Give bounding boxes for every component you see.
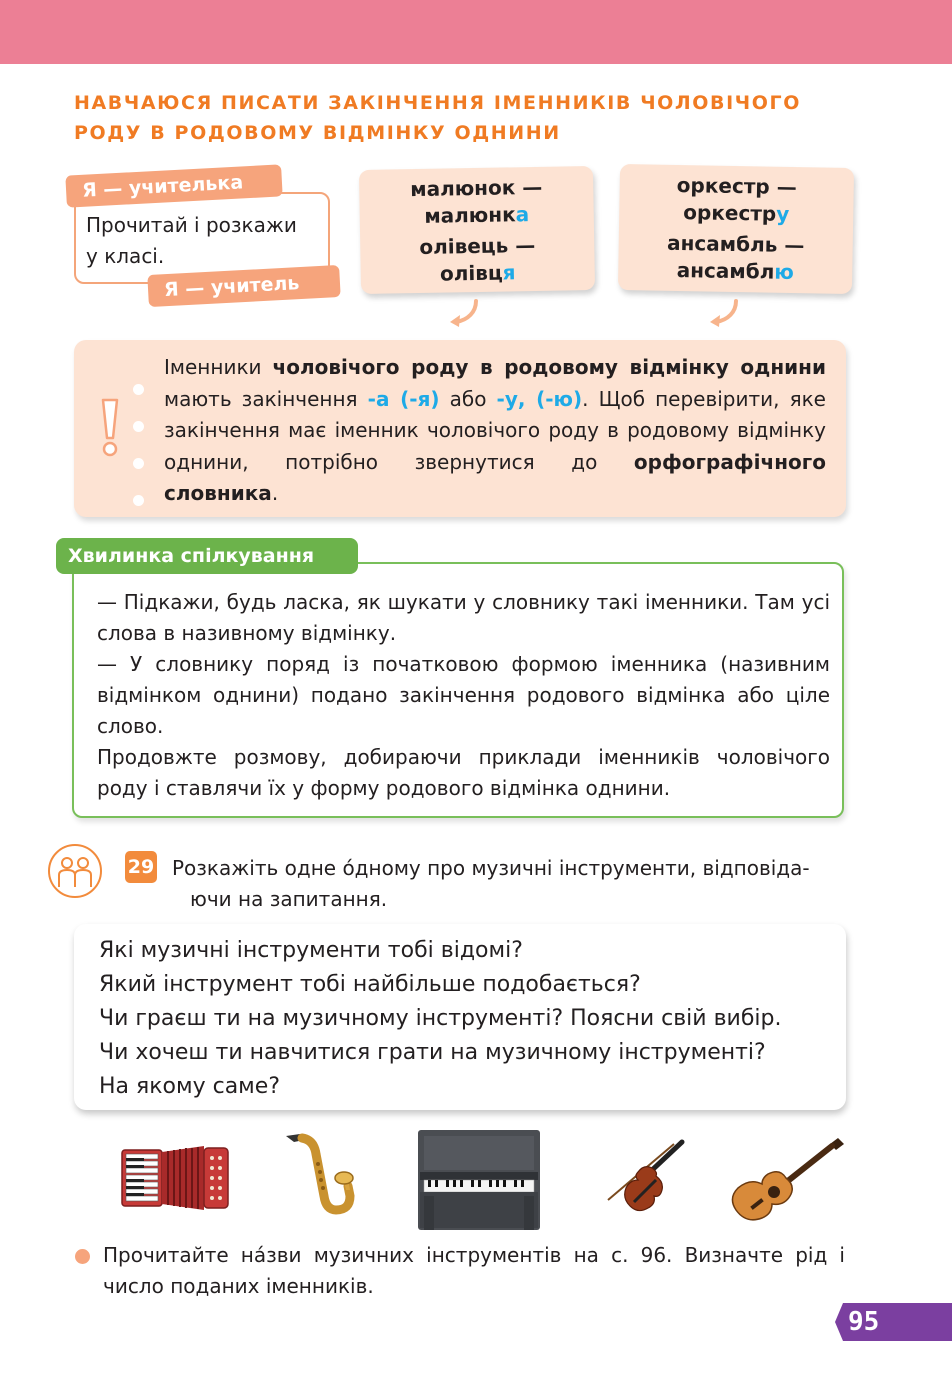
question: Які музичні інструменти тобі відомі? <box>99 938 523 963</box>
ending: ю <box>774 259 795 285</box>
word-orkestr: оркестр — <box>676 172 797 200</box>
bullet-dot <box>75 1249 90 1264</box>
teacher-tag: Я — учителька <box>65 164 282 207</box>
word-olivtsya <box>361 258 595 289</box>
question: Який інструмент тобі найбільше подобається? <box>99 972 641 997</box>
note-text: Прочитайте на́зви музичних інструментів на с. 96. Визначте рід і число поданих іменників. <box>103 1243 845 1298</box>
word-malyunka <box>360 200 594 231</box>
dialog-line: Продовжте розмову, добираючи приклади іменників чоловічого роду і ставлячи їх у форму родового відмінка однини. <box>97 745 830 800</box>
stem: малюнк <box>424 202 516 228</box>
dialog-line: — Підкажи, будь ласка, як шукати у словнику такі іменники. Там усі слова в називному відмінку. <box>97 590 830 645</box>
accordion-icon <box>118 1140 232 1218</box>
ending: у <box>776 201 790 226</box>
question: На якому саме? <box>99 1074 280 1099</box>
task-line-1: Розкажіть одне о́дному про музичні інструменти, відповіда- <box>172 856 810 880</box>
task-text <box>172 853 848 915</box>
violin-icon <box>604 1136 688 1220</box>
question: Чи хочеш ти навчитися грати на музичному інструменті? <box>99 1040 766 1065</box>
stem: оркестр <box>683 200 777 226</box>
rule-part: . <box>271 481 279 505</box>
rule-dots-decoration <box>133 384 147 532</box>
heading-line-1: НАВЧАЮСЯ ПИСАТИ ЗАКІНЧЕННЯ ІМЕННИКІВ ЧОЛОВІЧОГО <box>74 92 801 114</box>
top-band <box>0 0 952 64</box>
ending: я <box>502 260 516 285</box>
ending-a-ya: -а (-я) <box>367 386 440 411</box>
word-ansamblyu <box>618 256 852 287</box>
stem: олівц <box>439 260 503 286</box>
ending-u-yu: -у, (-ю) <box>496 386 583 411</box>
heading-line-2: РОДУ В РОДОВОМУ ВІДМІНКУ ОДНИНИ <box>74 122 561 144</box>
rule-part: . Щоб перевірити, яке закінчення має іменник чоловічого роду в родовому відмінку однини, потрібно звернутися до <box>164 386 826 474</box>
exclamation-icon <box>98 398 122 458</box>
rule-part: або <box>439 386 497 411</box>
pair-work-icon <box>47 843 103 899</box>
word-olivets: олівець — <box>419 232 536 260</box>
instruction-line-1: Прочитай і розкажи <box>86 213 297 237</box>
arrow-down-left-icon <box>706 298 742 328</box>
rule-part: мають закінчення <box>164 386 368 411</box>
word-card-right <box>618 164 854 294</box>
section-heading <box>74 88 834 148</box>
rule-bold: орфографічного словника <box>164 449 826 505</box>
task-line-2: ючи на запитання. <box>190 887 388 911</box>
word-malyunok: малюнок — <box>410 174 543 202</box>
rule-bold: чоловічого роду в родовому відмінку однини <box>272 355 826 379</box>
ending: а <box>515 202 530 227</box>
dialog-tag: Хвилинка спілкування <box>56 538 358 574</box>
questions-list <box>99 934 839 1104</box>
saxophone-icon <box>280 1130 356 1222</box>
piano-icon <box>416 1128 542 1232</box>
guitar-icon <box>728 1134 846 1224</box>
stem: ансамбл <box>676 257 775 284</box>
dialog-line: — У словнику поряд із початковою формою іменника (називним відмінком однини) подано закінчення родового відмінка або ціле слово. <box>97 652 830 738</box>
rule-part: Іменники <box>164 355 273 379</box>
rule-text <box>164 352 826 510</box>
role-instruction <box>86 210 322 272</box>
instruction-line-2: у класі. <box>86 244 165 268</box>
student-tag: Я — учитель <box>147 265 340 307</box>
dialog-text <box>97 587 830 804</box>
word-ansambl: ансамбль — <box>666 230 805 258</box>
arrow-down-left-icon <box>446 298 482 328</box>
word-orkestru <box>619 198 853 229</box>
question: Чи граєш ти на музичному інструменті? Поясни свій вибір. <box>99 1006 782 1031</box>
page-number: 95 <box>848 1307 880 1337</box>
word-card-left <box>359 166 595 294</box>
task-number: 29 <box>125 851 157 883</box>
